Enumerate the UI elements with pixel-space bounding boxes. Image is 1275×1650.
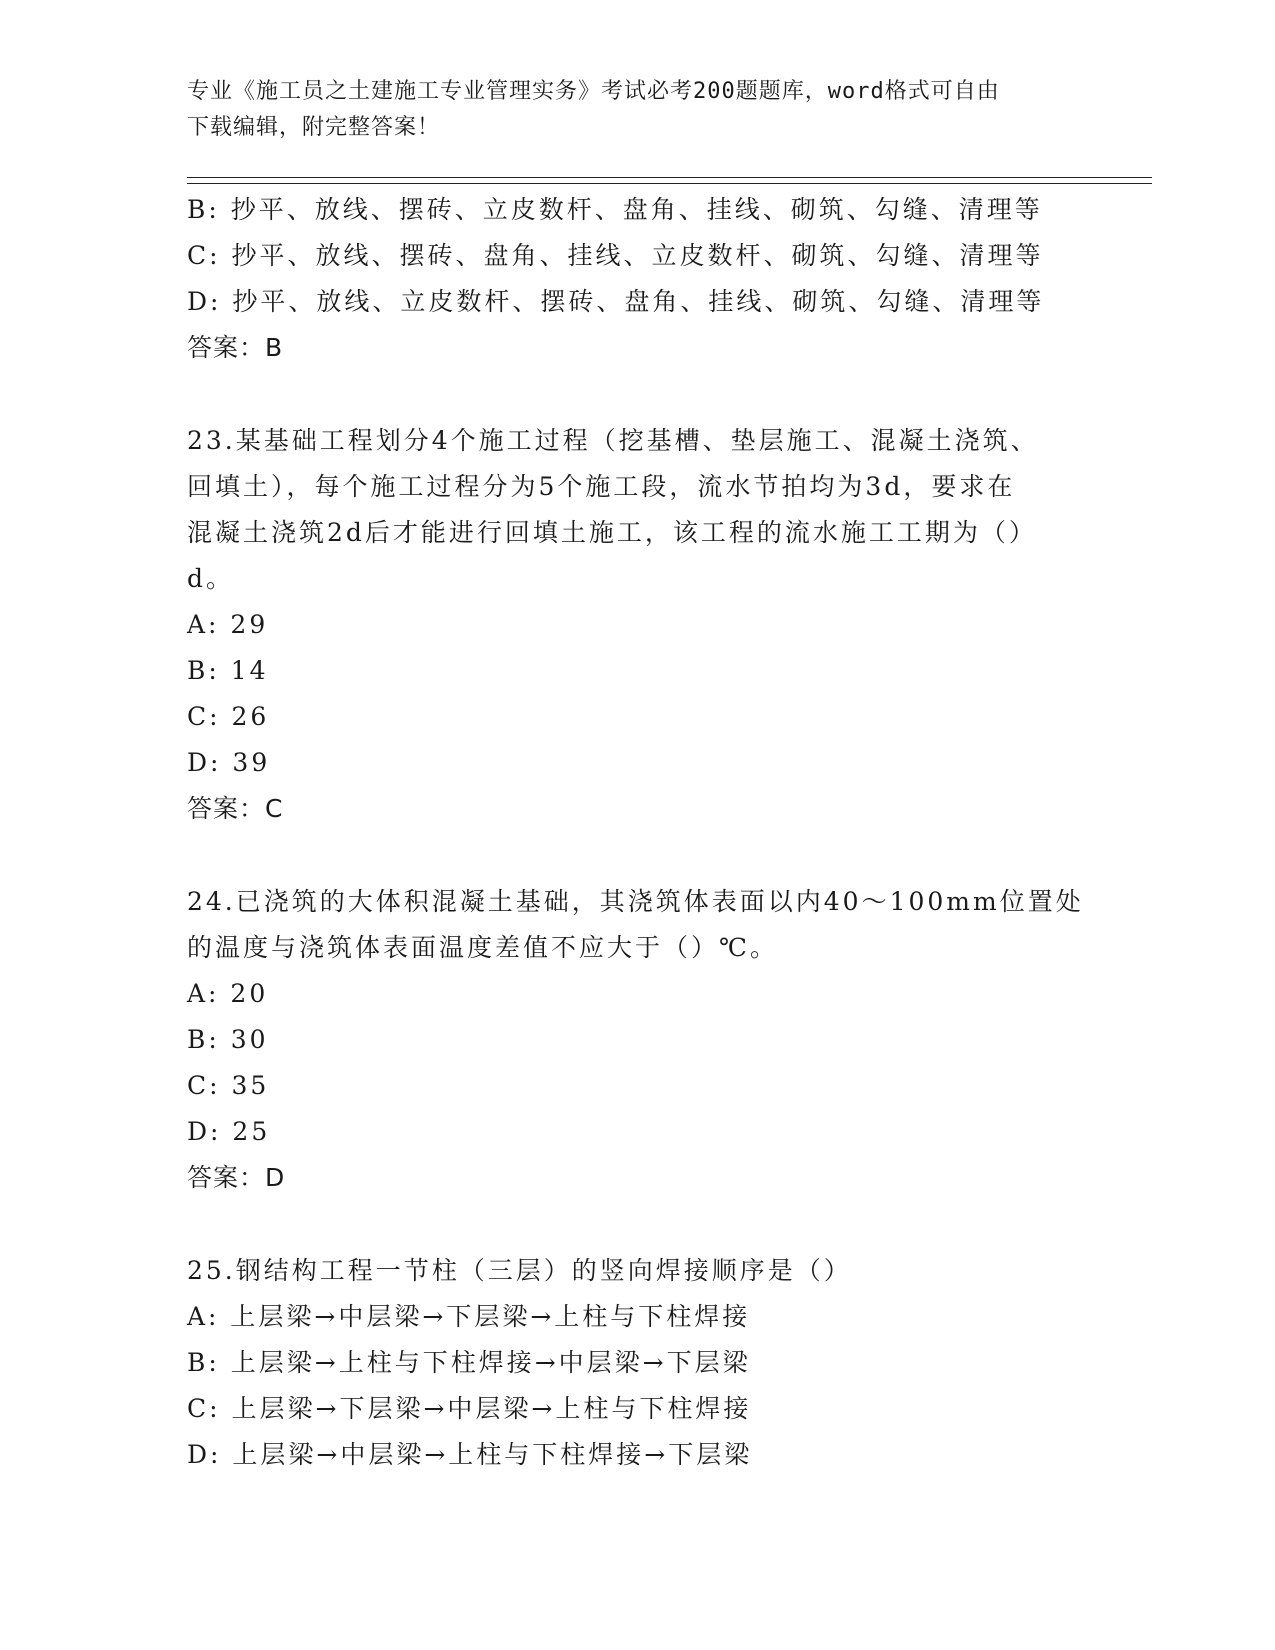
header-line-1: 专业《施工员之土建施工专业管理实务》考试必考200题题库，word格式可自由: [187, 79, 1000, 104]
header-rule-bottom: [187, 183, 1152, 184]
answer-line: 答案：C: [187, 794, 284, 823]
option-a: A: 20: [187, 979, 269, 1008]
answer-line: 答案：D: [187, 1163, 286, 1192]
option-c: C: 26: [187, 702, 270, 731]
question-stem-line: 的温度与浇筑体表面温度差值不应大于（）℃。: [187, 933, 778, 962]
option-b: B: 30: [187, 1025, 269, 1054]
question-stem-line: 25.钢结构工程一节柱（三层）的竖向焊接顺序是（）: [187, 1256, 852, 1285]
header-line-2: 下载编辑，附完整答案！: [187, 115, 441, 140]
header-rule-top: [187, 177, 1152, 178]
option-d: D: 39: [187, 748, 271, 777]
option-a: A: 上层梁→中层梁→下层梁→上柱与下柱焊接: [187, 1302, 751, 1331]
option-c: C: 抄平、放线、摆砖、盘角、挂线、立皮数杆、砌筑、勾缝、清理等: [187, 241, 1044, 270]
question-stem-line: 混凝土浇筑2d后才能进行回填土施工，该工程的流水施工工期为（）: [187, 518, 1037, 547]
option-b: B: 14: [187, 656, 269, 685]
option-d: D: 抄平、放线、立皮数杆、摆砖、盘角、挂线、砌筑、勾缝、清理等: [187, 287, 1045, 316]
option-c: C: 上层梁→下层梁→中层梁→上柱与下柱焊接: [187, 1394, 752, 1423]
question-22-tail: [187, 187, 1087, 371]
question-25: [187, 1248, 1087, 1478]
option-a: A: 29: [187, 610, 269, 639]
option-c: C: 35: [187, 1071, 270, 1100]
question-stem-line: d。: [187, 564, 235, 593]
question-stem-line: 回填土），每个施工过程分为5个施工段，流水节拍均为3d，要求在: [187, 472, 1016, 501]
question-stem-line: 24.已浇筑的大体积混凝土基础，其浇筑体表面以内40～100mm位置处: [187, 887, 1084, 916]
option-d: D: 上层梁→中层梁→上柱与下柱焊接→下层梁: [187, 1440, 753, 1469]
option-d: D: 25: [187, 1117, 271, 1146]
option-b: B: 上层梁→上柱与下柱焊接→中层梁→下层梁: [187, 1348, 751, 1377]
question-spacer: [187, 1201, 1087, 1248]
question-stem-line: 23.某基础工程划分4个施工过程（挖基槽、垫层施工、混凝土浇筑、: [187, 426, 1039, 455]
question-spacer: [187, 371, 1087, 418]
question-list: [187, 187, 1087, 1478]
question-24: [187, 879, 1087, 1201]
document-header: [187, 74, 1067, 146]
question-spacer: [187, 832, 1087, 879]
option-b: B: 抄平、放线、摆砖、立皮数杆、盘角、挂线、砌筑、勾缝、清理等: [187, 195, 1043, 224]
answer-line: 答案：B: [187, 333, 284, 362]
question-23: [187, 418, 1087, 832]
